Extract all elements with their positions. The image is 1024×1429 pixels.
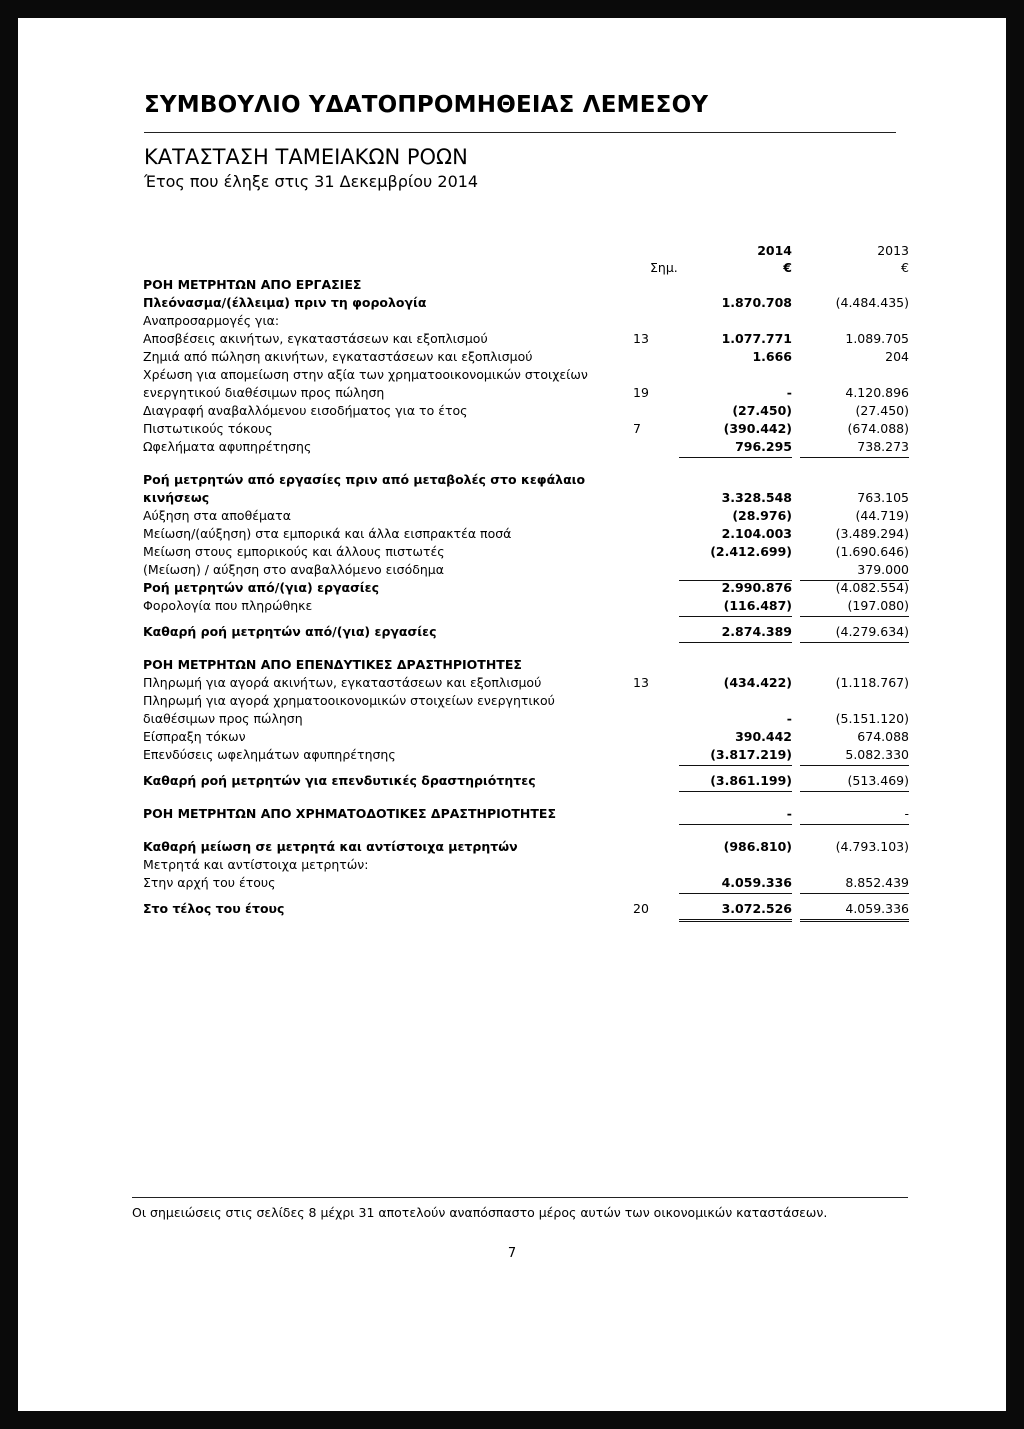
table-row: (Μείωση) / αύξηση στο αναβαλλόμενο εισόδημα 379.000 — [143, 561, 910, 579]
table-row: Είσπραξη τόκων 390.442 674.088 — [143, 729, 909, 744]
table-row: Μείωση/(αύξηση) στα εμπορικά και άλλα εισπρακτέα ποσά 2.104.003 (3.489.294) — [143, 526, 909, 541]
header-divider — [144, 132, 896, 133]
page-number: 7 — [507, 1246, 517, 1261]
table-row: Πληρωμή για αγορά ακινήτων, εγκαταστάσεων και εξοπλισμού 13 (434.422) (1.118.767) — [143, 675, 909, 690]
section-heading: ΡΟΗ ΜΕΤΡΗΤΩΝ ΑΠΟ ΧΡΗΜΑΤΟΔΟΤΙΚΕΣ ΔΡΑΣΤΗΡΙΟΤΗΤΕΣ - - — [143, 805, 910, 823]
table-row: Αύξηση στα αποθέματα (28.976) (44.719) — [143, 508, 909, 523]
table-row: Επενδύσεις ωφελημάτων αφυπηρέτησης (3.817.219) 5.082.330 — [143, 746, 910, 764]
table-row: κινήσεως 3.328.548 763.105 — [143, 490, 909, 505]
table-row: Πιστωτικούς τόκους 7 (390.442) (674.088) — [143, 421, 909, 436]
table-row: Ωφελήματα αφυπηρέτησης 796.295 738.273 — [143, 438, 910, 456]
table-row: Μετρητά και αντίστοιχα μετρητών: — [143, 857, 369, 872]
footer-note: Οι σημειώσεις στις σελίδες 8 μέχρι 31 αποτελούν αναπόσπαστο μέρος αυτών των οικονομικών καταστάσεων. — [132, 1205, 828, 1220]
currency-2013: € — [901, 260, 909, 275]
table-row: Μείωση στους εμπορικούς και άλλους πιστωτές (2.412.699) (1.690.646) — [143, 544, 909, 559]
organization-name: ΣΥΜΒΟΥΛΙΟ ΥΔΑΤΟΠΡΟΜΗΘΕΙΑΣ ΛΕΜΕΣΟΥ — [144, 92, 709, 118]
table-row: Φορολογία που πληρώθηκε (116.487) (197.080) — [143, 597, 910, 615]
column-header-note: Σημ. — [650, 260, 678, 275]
table-row: Πληρωμή για αγορά χρηματοοικονομικών στοιχείων ενεργητικού — [143, 693, 555, 708]
table-row: διαθέσιμων προς πώληση - (5.151.120) — [143, 711, 909, 726]
cash-flow-table — [143, 242, 910, 918]
column-header-2013: 2013 — [877, 243, 909, 258]
section-heading: ΡΟΗ ΜΕΤΡΗΤΩΝ ΑΠΟ ΕΡΓΑΣΙΕΣ — [143, 277, 362, 292]
table-row: ενεργητικού διαθέσιμων προς πώληση 19 - 4.120.896 — [143, 385, 909, 400]
table-row: Στην αρχή του έτους 4.059.336 8.852.439 — [143, 874, 910, 892]
subtotal-row: Καθαρή ροή μετρητών για επενδυτικές δραστηριότητες (3.861.199) (513.469) — [143, 772, 910, 790]
statement-period: Έτος που έληξε στις 31 Δεκεμβρίου 2014 — [144, 172, 479, 191]
total-row: Στο τέλος του έτους 20 3.072.526 4.059.336 — [143, 900, 910, 918]
statement-title: ΚΑΤΑΣΤΑΣΗ ΤΑΜΕΙΑΚΩΝ ΡΟΩΝ — [144, 145, 468, 169]
table-row: Χρέωση για απομείωση στην αξία των χρηματοοικονομικών στοιχείων — [143, 367, 588, 382]
table-row: Διαγραφή αναβαλλόμενου εισοδήματος για το έτος (27.450) (27.450) — [143, 403, 909, 418]
currency-2014: € — [783, 260, 792, 275]
table-row: Καθαρή μείωση σε μετρητά και αντίστοιχα μετρητών (986.810) (4.793.103) — [143, 839, 909, 854]
footer-divider — [132, 1197, 908, 1198]
table-row: Ροή μετρητών από εργασίες πριν από μεταβολές στο κεφάλαιο — [143, 472, 586, 487]
column-header-units — [143, 259, 910, 276]
column-header-years — [143, 242, 910, 259]
table-row: Πλεόνασμα/(έλλειμα) πριν τη φορολογία 1.870.708 (4.484.435) — [143, 295, 909, 310]
section-heading: ΡΟΗ ΜΕΤΡΗΤΩΝ ΑΠΟ ΕΠΕΝΔΥΤΙΚΕΣ ΔΡΑΣΤΗΡΙΟΤΗΤΕΣ — [143, 657, 522, 672]
table-row: Αποσβέσεις ακινήτων, εγκαταστάσεων και εξοπλισμού 13 1.077.771 1.089.705 — [143, 331, 909, 346]
table-row: Αναπροσαρμογές για: — [143, 313, 280, 328]
column-header-2014: 2014 — [757, 243, 792, 258]
table-row: Ζημιά από πώληση ακινήτων, εγκαταστάσεων και εξοπλισμού 1.666 204 — [143, 349, 909, 364]
subtotal-row: Καθαρή ροή μετρητών από/(για) εργασίες 2.874.389 (4.279.634) — [143, 623, 910, 641]
table-row: Ροή μετρητών από/(για) εργασίες 2.990.876 (4.082.554) — [143, 580, 909, 595]
